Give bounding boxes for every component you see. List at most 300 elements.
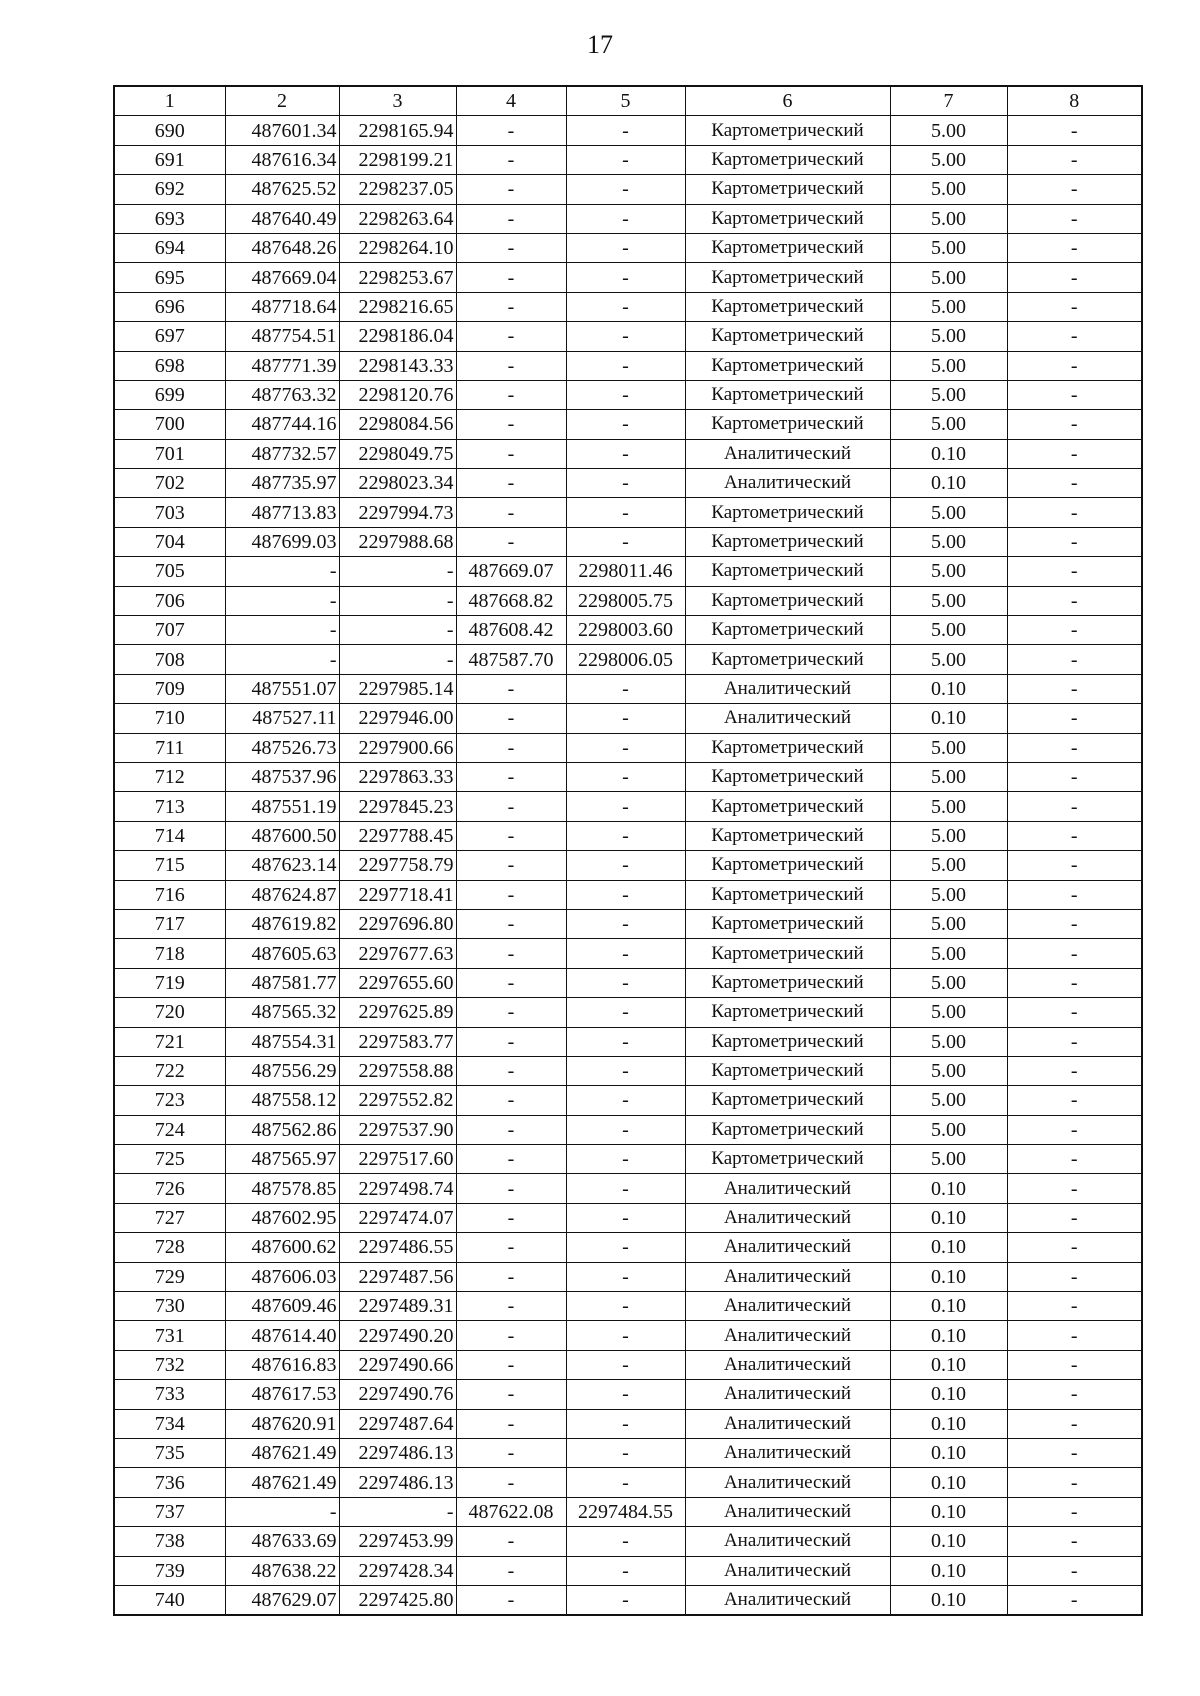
cell-new-y: - bbox=[566, 410, 685, 439]
cell-method: Аналитический bbox=[685, 1527, 890, 1556]
cell-existing-x: 487713.83 bbox=[225, 498, 339, 527]
cell-description: - bbox=[1007, 322, 1142, 351]
cell-new-y: - bbox=[566, 674, 685, 703]
cell-new-y: - bbox=[566, 439, 685, 468]
cell-existing-x: 487602.95 bbox=[225, 1203, 339, 1232]
cell-description: - bbox=[1007, 380, 1142, 409]
cell-new-x: - bbox=[456, 1115, 566, 1144]
cell-accuracy: 0.10 bbox=[890, 1292, 1007, 1321]
table-row bbox=[114, 1292, 1142, 1321]
cell-point-number: 710 bbox=[114, 704, 225, 733]
cell-accuracy: 0.10 bbox=[890, 704, 1007, 733]
cell-new-y: - bbox=[566, 1527, 685, 1556]
cell-existing-x: 487562.86 bbox=[225, 1115, 339, 1144]
cell-existing-x: 487600.50 bbox=[225, 821, 339, 850]
cell-description: - bbox=[1007, 1527, 1142, 1556]
cell-method: Аналитический bbox=[685, 1350, 890, 1379]
cell-new-x: - bbox=[456, 116, 566, 145]
cell-accuracy: 5.00 bbox=[890, 880, 1007, 909]
cell-new-y: - bbox=[566, 939, 685, 968]
table-row bbox=[114, 1409, 1142, 1438]
cell-point-number: 728 bbox=[114, 1233, 225, 1262]
cell-method: Аналитический bbox=[685, 1497, 890, 1526]
column-header: 2 bbox=[225, 86, 339, 116]
table-row bbox=[114, 380, 1142, 409]
cell-existing-x: 487732.57 bbox=[225, 439, 339, 468]
cell-method: Картометрический bbox=[685, 1056, 890, 1085]
cell-method: Аналитический bbox=[685, 704, 890, 733]
table-row bbox=[114, 1350, 1142, 1379]
cell-existing-y: 2297845.23 bbox=[339, 792, 456, 821]
cell-new-x: - bbox=[456, 204, 566, 233]
cell-new-y: - bbox=[566, 380, 685, 409]
cell-method: Аналитический bbox=[685, 1468, 890, 1497]
cell-point-number: 721 bbox=[114, 1027, 225, 1056]
cell-new-x: - bbox=[456, 1350, 566, 1379]
cell-accuracy: 5.00 bbox=[890, 498, 1007, 527]
table-row bbox=[114, 469, 1142, 498]
table-row bbox=[114, 322, 1142, 351]
cell-new-x: - bbox=[456, 1262, 566, 1291]
cell-existing-x: - bbox=[225, 645, 339, 674]
cell-accuracy: 0.10 bbox=[890, 1527, 1007, 1556]
cell-new-y: - bbox=[566, 1233, 685, 1262]
cell-existing-y: 2297425.80 bbox=[339, 1585, 456, 1615]
cell-accuracy: 0.10 bbox=[890, 439, 1007, 468]
cell-existing-y: 2298023.34 bbox=[339, 469, 456, 498]
cell-existing-y: 2297490.76 bbox=[339, 1380, 456, 1409]
cell-new-y: - bbox=[566, 821, 685, 850]
cell-description: - bbox=[1007, 704, 1142, 733]
cell-point-number: 690 bbox=[114, 116, 225, 145]
cell-existing-y: 2298237.05 bbox=[339, 175, 456, 204]
cell-method: Аналитический bbox=[685, 1233, 890, 1262]
cell-accuracy: 5.00 bbox=[890, 821, 1007, 850]
column-header: 4 bbox=[456, 86, 566, 116]
cell-existing-y: 2298049.75 bbox=[339, 439, 456, 468]
cell-new-y: - bbox=[566, 1086, 685, 1115]
cell-method: Аналитический bbox=[685, 1292, 890, 1321]
cell-new-x: - bbox=[456, 1086, 566, 1115]
cell-method: Картометрический bbox=[685, 1086, 890, 1115]
cell-point-number: 722 bbox=[114, 1056, 225, 1085]
cell-existing-y: 2297718.41 bbox=[339, 880, 456, 909]
cell-new-x: - bbox=[456, 851, 566, 880]
cell-existing-x: 487735.97 bbox=[225, 469, 339, 498]
cell-accuracy: 5.00 bbox=[890, 1145, 1007, 1174]
cell-existing-y: 2297900.66 bbox=[339, 733, 456, 762]
cell-accuracy: 5.00 bbox=[890, 939, 1007, 968]
cell-accuracy: 0.10 bbox=[890, 1585, 1007, 1615]
cell-description: - bbox=[1007, 645, 1142, 674]
cell-method: Картометрический bbox=[685, 351, 890, 380]
cell-existing-x: - bbox=[225, 1497, 339, 1526]
cell-accuracy: 5.00 bbox=[890, 851, 1007, 880]
cell-description: - bbox=[1007, 1292, 1142, 1321]
cell-new-x: - bbox=[456, 1233, 566, 1262]
cell-description: - bbox=[1007, 410, 1142, 439]
table-row bbox=[114, 998, 1142, 1027]
cell-accuracy: 5.00 bbox=[890, 116, 1007, 145]
cell-new-y: - bbox=[566, 1468, 685, 1497]
cell-new-x: - bbox=[456, 1174, 566, 1203]
cell-description: - bbox=[1007, 145, 1142, 174]
cell-existing-x: - bbox=[225, 616, 339, 645]
cell-existing-y: 2297517.60 bbox=[339, 1145, 456, 1174]
cell-method: Картометрический bbox=[685, 821, 890, 850]
cell-existing-x: 487581.77 bbox=[225, 968, 339, 997]
column-header: 3 bbox=[339, 86, 456, 116]
cell-method: Картометрический bbox=[685, 380, 890, 409]
cell-point-number: 697 bbox=[114, 322, 225, 351]
cell-new-x: - bbox=[456, 1145, 566, 1174]
cell-new-y: 2298006.05 bbox=[566, 645, 685, 674]
cell-new-y: - bbox=[566, 175, 685, 204]
cell-accuracy: 5.00 bbox=[890, 557, 1007, 586]
cell-accuracy: 5.00 bbox=[890, 263, 1007, 292]
cell-new-x: - bbox=[456, 1027, 566, 1056]
cell-existing-x: - bbox=[225, 586, 339, 615]
cell-point-number: 714 bbox=[114, 821, 225, 850]
cell-new-x: - bbox=[456, 762, 566, 791]
cell-new-y: - bbox=[566, 1174, 685, 1203]
cell-description: - bbox=[1007, 1115, 1142, 1144]
cell-existing-y: 2297474.07 bbox=[339, 1203, 456, 1232]
cell-new-y: - bbox=[566, 762, 685, 791]
cell-accuracy: 5.00 bbox=[890, 998, 1007, 1027]
cell-existing-y: 2297696.80 bbox=[339, 909, 456, 938]
cell-accuracy: 5.00 bbox=[890, 1056, 1007, 1085]
table-body bbox=[114, 116, 1142, 1615]
cell-accuracy: 5.00 bbox=[890, 762, 1007, 791]
cell-new-x: - bbox=[456, 380, 566, 409]
cell-new-x: - bbox=[456, 909, 566, 938]
cell-description: - bbox=[1007, 733, 1142, 762]
cell-point-number: 734 bbox=[114, 1409, 225, 1438]
cell-point-number: 707 bbox=[114, 616, 225, 645]
table-row bbox=[114, 1203, 1142, 1232]
cell-new-x: - bbox=[456, 674, 566, 703]
cell-method: Картометрический bbox=[685, 1145, 890, 1174]
cell-description: - bbox=[1007, 292, 1142, 321]
cell-existing-x: 487669.04 bbox=[225, 263, 339, 292]
column-header: 6 bbox=[685, 86, 890, 116]
table-row bbox=[114, 674, 1142, 703]
cell-existing-x: 487629.07 bbox=[225, 1585, 339, 1615]
cell-point-number: 737 bbox=[114, 1497, 225, 1526]
cell-method: Аналитический bbox=[685, 1380, 890, 1409]
cell-point-number: 736 bbox=[114, 1468, 225, 1497]
cell-accuracy: 5.00 bbox=[890, 909, 1007, 938]
cell-new-x: - bbox=[456, 968, 566, 997]
cell-new-y: - bbox=[566, 1350, 685, 1379]
cell-description: - bbox=[1007, 263, 1142, 292]
table-row bbox=[114, 498, 1142, 527]
cell-point-number: 724 bbox=[114, 1115, 225, 1144]
table-row bbox=[114, 821, 1142, 850]
cell-new-y: - bbox=[566, 792, 685, 821]
cell-existing-y: 2298264.10 bbox=[339, 233, 456, 262]
cell-accuracy: 0.10 bbox=[890, 1203, 1007, 1232]
cell-existing-x: 487526.73 bbox=[225, 733, 339, 762]
cell-point-number: 695 bbox=[114, 263, 225, 292]
cell-accuracy: 5.00 bbox=[890, 233, 1007, 262]
cell-point-number: 702 bbox=[114, 469, 225, 498]
table-row bbox=[114, 939, 1142, 968]
cell-new-y: - bbox=[566, 733, 685, 762]
cell-point-number: 731 bbox=[114, 1321, 225, 1350]
cell-existing-y: 2297486.13 bbox=[339, 1438, 456, 1467]
cell-existing-x: 487617.53 bbox=[225, 1380, 339, 1409]
cell-description: - bbox=[1007, 616, 1142, 645]
cell-existing-x: 487565.32 bbox=[225, 998, 339, 1027]
cell-method: Аналитический bbox=[685, 674, 890, 703]
cell-new-y: - bbox=[566, 851, 685, 880]
cell-description: - bbox=[1007, 439, 1142, 468]
cell-point-number: 716 bbox=[114, 880, 225, 909]
cell-description: - bbox=[1007, 1350, 1142, 1379]
cell-new-y: - bbox=[566, 1056, 685, 1085]
cell-description: - bbox=[1007, 1409, 1142, 1438]
cell-existing-x: 487771.39 bbox=[225, 351, 339, 380]
cell-point-number: 733 bbox=[114, 1380, 225, 1409]
cell-new-x: - bbox=[456, 1468, 566, 1497]
cell-existing-x: 487605.63 bbox=[225, 939, 339, 968]
cell-new-x: - bbox=[456, 527, 566, 556]
cell-existing-y: 2298199.21 bbox=[339, 145, 456, 174]
cell-new-x: - bbox=[456, 410, 566, 439]
cell-description: - bbox=[1007, 1203, 1142, 1232]
cell-new-y: - bbox=[566, 704, 685, 733]
cell-new-x: - bbox=[456, 704, 566, 733]
cell-existing-x: 487623.14 bbox=[225, 851, 339, 880]
cell-new-x: - bbox=[456, 1556, 566, 1585]
cell-method: Картометрический bbox=[685, 116, 890, 145]
column-header: 5 bbox=[566, 86, 685, 116]
cell-existing-x: 487625.52 bbox=[225, 175, 339, 204]
cell-description: - bbox=[1007, 586, 1142, 615]
cell-new-y: - bbox=[566, 968, 685, 997]
cell-accuracy: 5.00 bbox=[890, 380, 1007, 409]
cell-point-number: 696 bbox=[114, 292, 225, 321]
cell-accuracy: 5.00 bbox=[890, 616, 1007, 645]
cell-description: - bbox=[1007, 1145, 1142, 1174]
cell-description: - bbox=[1007, 762, 1142, 791]
cell-new-y: - bbox=[566, 1262, 685, 1291]
cell-new-y: - bbox=[566, 204, 685, 233]
table-row bbox=[114, 1438, 1142, 1467]
table-header-row bbox=[114, 86, 1142, 116]
cell-method: Аналитический bbox=[685, 1174, 890, 1203]
cell-existing-y: 2297486.13 bbox=[339, 1468, 456, 1497]
cell-existing-y: - bbox=[339, 586, 456, 615]
cell-new-x: - bbox=[456, 1585, 566, 1615]
cell-description: - bbox=[1007, 1380, 1142, 1409]
cell-description: - bbox=[1007, 1585, 1142, 1615]
cell-existing-y: 2298263.64 bbox=[339, 204, 456, 233]
cell-new-y: - bbox=[566, 880, 685, 909]
cell-description: - bbox=[1007, 469, 1142, 498]
cell-existing-x: 487556.29 bbox=[225, 1056, 339, 1085]
table-row bbox=[114, 233, 1142, 262]
cell-existing-x: 487718.64 bbox=[225, 292, 339, 321]
cell-point-number: 720 bbox=[114, 998, 225, 1027]
cell-description: - bbox=[1007, 1556, 1142, 1585]
cell-new-y: - bbox=[566, 1409, 685, 1438]
cell-existing-y: - bbox=[339, 645, 456, 674]
cell-method: Картометрический bbox=[685, 586, 890, 615]
cell-accuracy: 0.10 bbox=[890, 1438, 1007, 1467]
cell-accuracy: 5.00 bbox=[890, 1115, 1007, 1144]
cell-new-x: - bbox=[456, 469, 566, 498]
cell-point-number: 730 bbox=[114, 1292, 225, 1321]
cell-method: Картометрический bbox=[685, 880, 890, 909]
cell-description: - bbox=[1007, 909, 1142, 938]
cell-method: Картометрический bbox=[685, 145, 890, 174]
cell-point-number: 718 bbox=[114, 939, 225, 968]
cell-existing-x: 487551.19 bbox=[225, 792, 339, 821]
cell-method: Картометрический bbox=[685, 998, 890, 1027]
table-row bbox=[114, 968, 1142, 997]
cell-new-x: - bbox=[456, 998, 566, 1027]
cell-description: - bbox=[1007, 1056, 1142, 1085]
cell-point-number: 704 bbox=[114, 527, 225, 556]
cell-existing-x: 487558.12 bbox=[225, 1086, 339, 1115]
table-row bbox=[114, 204, 1142, 233]
cell-point-number: 723 bbox=[114, 1086, 225, 1115]
cell-new-y: - bbox=[566, 998, 685, 1027]
table-row bbox=[114, 292, 1142, 321]
cell-existing-y: - bbox=[339, 1497, 456, 1526]
cell-existing-y: 2297863.33 bbox=[339, 762, 456, 791]
cell-existing-y: 2298143.33 bbox=[339, 351, 456, 380]
cell-accuracy: 0.10 bbox=[890, 1174, 1007, 1203]
table-row bbox=[114, 704, 1142, 733]
cell-description: - bbox=[1007, 1027, 1142, 1056]
cell-point-number: 703 bbox=[114, 498, 225, 527]
cell-description: - bbox=[1007, 1321, 1142, 1350]
cell-existing-x: 487600.62 bbox=[225, 1233, 339, 1262]
cell-new-y: - bbox=[566, 1438, 685, 1467]
cell-accuracy: 5.00 bbox=[890, 1027, 1007, 1056]
cell-existing-x: 487614.40 bbox=[225, 1321, 339, 1350]
cell-new-y: - bbox=[566, 1027, 685, 1056]
cell-method: Аналитический bbox=[685, 469, 890, 498]
cell-existing-x: 487621.49 bbox=[225, 1438, 339, 1467]
cell-existing-x: 487763.32 bbox=[225, 380, 339, 409]
table-row bbox=[114, 762, 1142, 791]
cell-method: Аналитический bbox=[685, 1203, 890, 1232]
cell-point-number: 708 bbox=[114, 645, 225, 674]
cell-existing-x: 487699.03 bbox=[225, 527, 339, 556]
cell-new-y: - bbox=[566, 145, 685, 174]
table-row bbox=[114, 1527, 1142, 1556]
cell-existing-x: 487624.87 bbox=[225, 880, 339, 909]
table-row bbox=[114, 851, 1142, 880]
cell-new-x: - bbox=[456, 1292, 566, 1321]
cell-method: Картометрический bbox=[685, 292, 890, 321]
cell-method: Картометрический bbox=[685, 733, 890, 762]
cell-method: Картометрический bbox=[685, 851, 890, 880]
cell-accuracy: 5.00 bbox=[890, 322, 1007, 351]
cell-existing-y: 2297677.63 bbox=[339, 939, 456, 968]
cell-new-x: - bbox=[456, 792, 566, 821]
table-row bbox=[114, 145, 1142, 174]
cell-point-number: 725 bbox=[114, 1145, 225, 1174]
cell-accuracy: 0.10 bbox=[890, 674, 1007, 703]
cell-existing-x: 487619.82 bbox=[225, 909, 339, 938]
cell-accuracy: 0.10 bbox=[890, 1468, 1007, 1497]
cell-method: Аналитический bbox=[685, 439, 890, 468]
cell-new-y: - bbox=[566, 322, 685, 351]
cell-method: Картометрический bbox=[685, 322, 890, 351]
cell-existing-y: 2297487.64 bbox=[339, 1409, 456, 1438]
cell-new-y: - bbox=[566, 233, 685, 262]
table-row bbox=[114, 410, 1142, 439]
cell-description: - bbox=[1007, 204, 1142, 233]
cell-existing-x: 487616.83 bbox=[225, 1350, 339, 1379]
cell-existing-y: - bbox=[339, 616, 456, 645]
cell-description: - bbox=[1007, 527, 1142, 556]
table-row bbox=[114, 175, 1142, 204]
cell-accuracy: 5.00 bbox=[890, 145, 1007, 174]
table-row bbox=[114, 1468, 1142, 1497]
cell-accuracy: 5.00 bbox=[890, 175, 1007, 204]
cell-description: - bbox=[1007, 1497, 1142, 1526]
cell-new-x: - bbox=[456, 351, 566, 380]
table-row bbox=[114, 1145, 1142, 1174]
column-header: 7 bbox=[890, 86, 1007, 116]
cell-existing-y: 2297985.14 bbox=[339, 674, 456, 703]
cell-existing-y: 2297788.45 bbox=[339, 821, 456, 850]
cell-method: Картометрический bbox=[685, 527, 890, 556]
cell-point-number: 701 bbox=[114, 439, 225, 468]
cell-existing-x: 487578.85 bbox=[225, 1174, 339, 1203]
cell-new-x: 487622.08 bbox=[456, 1497, 566, 1526]
cell-point-number: 692 bbox=[114, 175, 225, 204]
cell-new-y: - bbox=[566, 292, 685, 321]
cell-existing-x: 487606.03 bbox=[225, 1262, 339, 1291]
cell-existing-y: 2298216.65 bbox=[339, 292, 456, 321]
cell-new-y: - bbox=[566, 1292, 685, 1321]
cell-new-x: - bbox=[456, 939, 566, 968]
cell-description: - bbox=[1007, 674, 1142, 703]
cell-accuracy: 0.10 bbox=[890, 1321, 1007, 1350]
cell-existing-x: 487754.51 bbox=[225, 322, 339, 351]
cell-point-number: 713 bbox=[114, 792, 225, 821]
cell-new-y: - bbox=[566, 1556, 685, 1585]
cell-description: - bbox=[1007, 175, 1142, 204]
cell-existing-x: 487616.34 bbox=[225, 145, 339, 174]
cell-accuracy: 0.10 bbox=[890, 1262, 1007, 1291]
cell-point-number: 709 bbox=[114, 674, 225, 703]
cell-point-number: 691 bbox=[114, 145, 225, 174]
cell-new-y: 2298003.60 bbox=[566, 616, 685, 645]
cell-point-number: 729 bbox=[114, 1262, 225, 1291]
cell-existing-y: 2297994.73 bbox=[339, 498, 456, 527]
cell-existing-y: 2297552.82 bbox=[339, 1086, 456, 1115]
table-row bbox=[114, 1262, 1142, 1291]
cell-existing-y: 2297558.88 bbox=[339, 1056, 456, 1085]
cell-point-number: 726 bbox=[114, 1174, 225, 1203]
cell-method: Картометрический bbox=[685, 909, 890, 938]
table-row bbox=[114, 1115, 1142, 1144]
cell-description: - bbox=[1007, 116, 1142, 145]
cell-new-x: 487608.42 bbox=[456, 616, 566, 645]
table-row bbox=[114, 439, 1142, 468]
table-row bbox=[114, 1027, 1142, 1056]
cell-new-x: - bbox=[456, 821, 566, 850]
